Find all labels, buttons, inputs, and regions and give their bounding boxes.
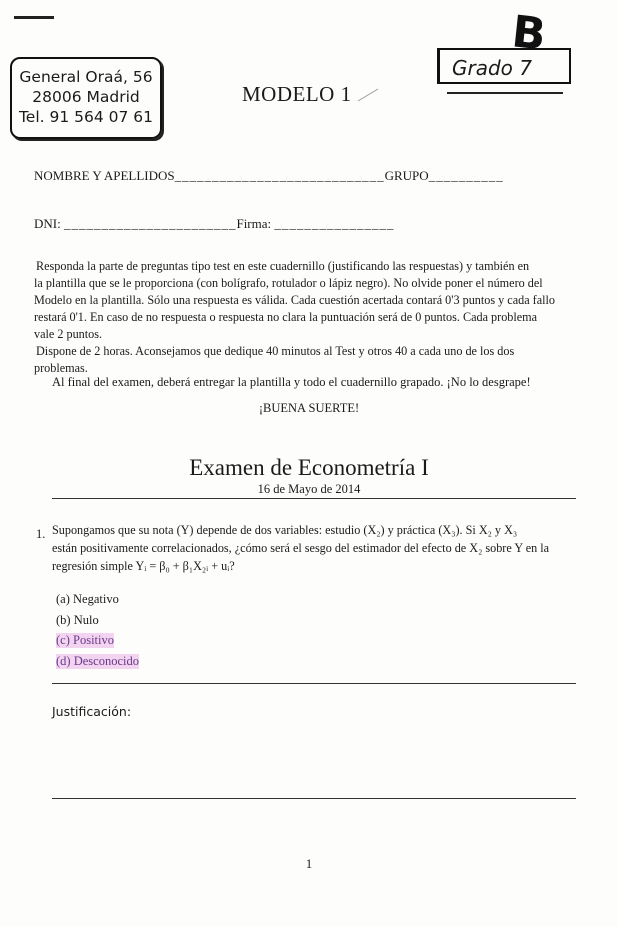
firma-blank[interactable]: ________________ [274, 216, 395, 231]
dni-blank[interactable]: _______________________ [63, 216, 237, 231]
page-number: 1 [305, 856, 313, 871]
dni-row [34, 216, 394, 232]
question-line: regresión simple Yᵢ = β₀ + β₁X₂ᵢ + uᵢ? [52, 559, 235, 573]
group-label: GRUPO [384, 168, 429, 183]
exam-title: Examen de Econometría I [189, 455, 429, 480]
address-stamp [10, 57, 162, 139]
instruction-line: restará 0'1. En caso de no respuesta o respuesta no clara la puntuación será de 0 puntos. Cada problema [34, 310, 538, 324]
instructions-paragraph-1 [34, 258, 590, 343]
address-line: Tel. 91 564 07 61 [18, 108, 154, 126]
exam-date: 16 de Mayo de 2014 [257, 482, 361, 496]
good-luck: ¡BUENA SUERTE! [258, 401, 360, 415]
firma-label: Firma: [236, 216, 272, 231]
justification-rule [52, 798, 576, 799]
instructions-paragraph-3: Al final del examen, deberá entregar la plantilla y todo el cuadernillo grapado. ¡No lo desgrape! [52, 375, 531, 389]
option-d[interactable]: (d) Desconocido [56, 654, 139, 668]
option-b[interactable]: (b) Nulo [56, 613, 99, 627]
name-blank[interactable]: ____________________________ [174, 168, 385, 183]
answer-rule [52, 683, 576, 684]
question-text [52, 521, 549, 575]
option-c[interactable]: (c) Positivo [56, 633, 114, 647]
name-label: NOMBRE Y APELLIDOS [34, 168, 175, 183]
instruction-line: Dispone de 2 horas. Aconsejamos que dedique 40 minutos al Test y otros 40 a cada uno de los dos [36, 344, 515, 358]
group-blank[interactable]: __________ [428, 168, 504, 183]
instruction-line: problemas. [34, 361, 88, 375]
instruction-line: Modelo en la plantilla. Sólo una respuesta es válida. Cada cuestión acertada contará 0'3 puntos y cada fallo [34, 293, 556, 307]
grado-box: Grado 7 [437, 48, 571, 84]
justification-label: Justificación: [52, 704, 132, 719]
question-line: Supongamos que su nota (Y) depende de dos variables: estudio (X₂) y práctica (X₃). Si X₂ y X₃ [52, 523, 518, 537]
instruction-line: vale 2 puntos. [34, 327, 103, 341]
question-line: están positivamente correlacionados, ¿cómo será el sesgo del estimador del efecto de X₂ sobre Y en la [52, 541, 550, 555]
address-line: General Oraá, 56 [19, 68, 153, 86]
grado-underline [447, 92, 563, 94]
option-a[interactable]: (a) Negativo [56, 592, 119, 606]
model-title: MODELO 1 [242, 82, 352, 106]
pen-stroke-icon [357, 88, 379, 102]
address-line: 28006 Madrid [32, 88, 140, 106]
dni-label: DNI: [34, 216, 61, 231]
top-mark [14, 16, 54, 19]
name-row [34, 168, 504, 184]
exam-letter: B [509, 6, 549, 61]
instructions-paragraph-2 [34, 343, 514, 377]
instruction-line: la plantilla que se le proporciona (con bolígrafo, rotulador o lápiz negro). No olvide poner el número del [34, 276, 543, 290]
title-rule [52, 498, 576, 499]
instruction-line: Responda la parte de preguntas tipo test en este cuadernillo (justificando las respuestas) y también en [36, 259, 530, 273]
question-number: 1. [36, 527, 46, 541]
